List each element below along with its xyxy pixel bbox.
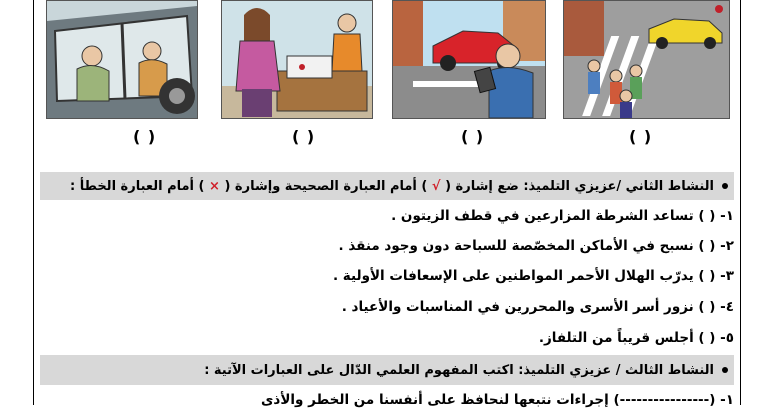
page-left-border [33,0,34,405]
activity3-item: ١- (----------------) إجراءات نتبعها لنحافظ على أنفسنا من الخطر والأذى [261,392,734,408]
picture-answer-paren[interactable]: ( ) [292,127,316,146]
activity3-heading [40,355,734,385]
picture-answer-paren[interactable]: ( ) [461,127,485,146]
phone-while-crossing-picture [392,0,546,119]
picture-answer-paren[interactable]: ( ) [133,127,157,146]
picture-answer-paren[interactable]: ( ) [629,127,653,146]
activity2-item: ١- ( ) تساعد الشرطة المزارعين في قطف الزيتون . [391,208,734,224]
bullet-icon [722,183,728,189]
donation-box-picture [221,0,373,119]
x-mark-icon: × [209,178,220,194]
activity2-item: ٥- ( ) أجلس قريباً من التلفاز. [538,330,734,346]
car-driver-picture [46,0,198,119]
activity3-title: النشاط الثالث / عزيزي التلميذ: اكتب المفهوم العلمي الدّال على العبارات الآتية : [204,362,714,378]
activity2-heading [40,172,734,200]
activity2-item: ٣- ( ) يدرّب الهلال الأحمر المواطنين على الإسعافات الأولية . [332,268,734,284]
children-crossing-picture [563,0,730,119]
page-right-border [740,0,741,405]
check-mark-icon: √ [431,178,441,194]
activity2-item: ٤- ( ) نزور أسر الأسرى والمحررين في المناسبات والأعياد . [341,299,734,315]
bullet-icon [722,367,728,373]
activity2-item: ٢- ( ) نسبح في الأماكن المخصّصة للسباحة دون وجود منقذ . [338,238,734,254]
activity2-title-start: النشاط الثاني /عزيزي التلميذ: ضع إشارة ( [445,178,714,194]
activity2-title-end: ) أمام العبارة الخطأ : [70,178,205,194]
activity2-title-mid: ) أمام العبارة الصحيحة وإشارة ( [224,178,428,194]
